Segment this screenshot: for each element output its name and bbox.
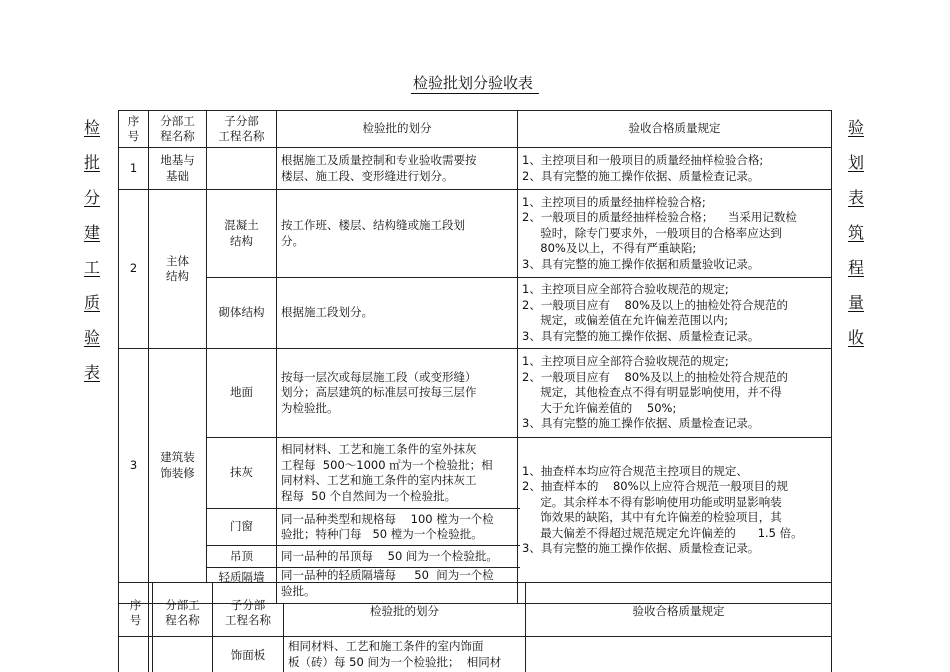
header2-division: 分部工 程名称 [165, 597, 200, 627]
header2-quality: 验收合格质量规定 [632, 604, 725, 618]
row2-sub-masonry: 砌体结构 [218, 305, 265, 320]
header-subdivision: 子分部 工程名称 [218, 113, 265, 143]
left-vertical-char: 分 [83, 188, 100, 207]
page-title: 检验批划分验收表 [0, 74, 950, 92]
row2-division: 主体 结构 [166, 253, 189, 283]
left-vertical-char: 质 [83, 293, 100, 312]
row3-seq: 3 [129, 457, 138, 472]
header-quality: 验收合格质量规定 [628, 121, 721, 136]
row3-batch-plaster: 相同材料、工艺和施工条件的室外抹灰 工程每 500～1000 ㎡为一个检验批；相 同材料、工艺和施工条件的室内抹灰工 程每 50 个自然间为一个检验批。 [281, 442, 493, 503]
right-vertical-char: 收 [847, 328, 864, 347]
right-vertical-char: 量 [847, 293, 864, 312]
row1-quality: 1、主控项目和一般项目的质量经抽样检验合格; 2、具有完整的施工操作依据、质量检查记录。 [522, 153, 764, 183]
right-vertical-char: 划 [847, 153, 864, 172]
row3-sub-plaster: 抹灰 [230, 465, 253, 480]
row2-quality-masonry: 1、主控项目应全部符合验收规范的规定; 2、一般项目应有 80%及以上的抽检处符合规范的 规定，或偏差值在允许偏差范围以内; 3、具有完整的施工操作依据、质量检查记录。 [522, 282, 788, 343]
row2-seq: 2 [129, 261, 138, 276]
row1-division: 地基与 基础 [160, 153, 195, 183]
header2-batch: 检验批的划分 [370, 604, 439, 618]
header2-subdivision: 子分部 工程名称 [225, 597, 271, 627]
row4-batch-panel: 相同材料、工艺和施工条件的室内饰面 板（砖）每 50 间为一个检验批； 相同材 [288, 639, 502, 669]
row2-batch-concrete: 按工作班、楼层、结构缝或施工段划 分。 [281, 218, 465, 248]
left-vertical-char: 检 [83, 118, 100, 137]
row3-batch-ceiling: 同一品种的吊顶每 50 间为一个检验批。 [281, 548, 498, 563]
right-vertical-char: 程 [847, 258, 864, 277]
right-vertical-caption [846, 110, 866, 355]
right-vertical-char: 表 [847, 188, 864, 207]
row3-division: 建筑装 饰装修 [160, 450, 195, 480]
right-vertical-char: 验 [847, 118, 864, 137]
row2-batch-masonry: 根据施工段划分。 [281, 305, 373, 320]
row3-batch-floor: 按每一层次或每层施工段（或变形缝） 划分；高层建筑的标准层可按每三层作 为检验批。 [281, 369, 477, 415]
header-batch: 检验批的划分 [362, 121, 432, 136]
left-vertical-char: 建 [83, 223, 100, 242]
row3-sub-floor: 地面 [230, 385, 253, 400]
row1-seq: 1 [129, 160, 138, 175]
row3-quality-floor: 1、主控项目应全部符合验收规范的规定; 2、一般项目应有 80%及以上的抽检处符合规范的 规定，其他检查点不得有明显影响使用，并不得 大于允许偏差值的 50%; 3、具有完整的施工操作依据、质量检查记录。 [522, 354, 788, 431]
header-seq: 序 号 [127, 113, 140, 143]
header2-seq: 序 号 [129, 597, 142, 627]
row3-sub-ceiling: 吊顶 [230, 548, 253, 563]
row2-quality-concrete: 1、主控项目的质量经抽样检验合格; 2、一般项目的质量经抽样检验合格； 当采用记数检 验时，除专门要求外，一般项目的合格率应达到 80%及以上，不得有严重缺陷; 3、具有完整的施工操作依据和质量验收记录。 [522, 194, 797, 271]
row3-batch-windows: 同一品种类型和规格每 100 樘为一个检 验批；特种门每 50 樘为一个检验批。 [281, 511, 494, 541]
left-vertical-char: 验 [83, 328, 100, 347]
row1-batch: 根据施工及质量控制和专业验收需要按 楼层、施工段、变形缝进行划分。 [281, 153, 477, 183]
left-vertical-char: 批 [83, 153, 100, 172]
row4-sub-panel: 饰面板 [230, 648, 266, 662]
left-vertical-char: 表 [83, 363, 100, 382]
right-vertical-char: 筑 [847, 223, 864, 242]
left-vertical-char: 工 [83, 258, 100, 277]
header-division: 分部工 程名称 [160, 113, 195, 143]
row3-batch-partition: 同一品种的轻质隔墙每 50 间为一个检 验批。 [281, 568, 494, 598]
row2-sub-concrete: 混凝土 结构 [224, 218, 259, 248]
left-vertical-caption [82, 110, 102, 390]
row3-sub-partition: 轻质隔墙 [218, 570, 265, 584]
row3-quality-plaster: 1、抽查样本均应符合规范主控项目的规定、 2、抽查样本的 80%以上应符合规范一般项目的规 定。其余样本不得有影响使用功能或明显影响装 饰效果的缺陷，其中有允许偏差的检验项目，其 最大偏差不得超过规范规定允许偏差的 1.5 倍。 3、具有完整的施工操作依据、质量检查记录。 [522, 463, 803, 555]
row3-sub-windows: 门窗 [230, 519, 253, 534]
